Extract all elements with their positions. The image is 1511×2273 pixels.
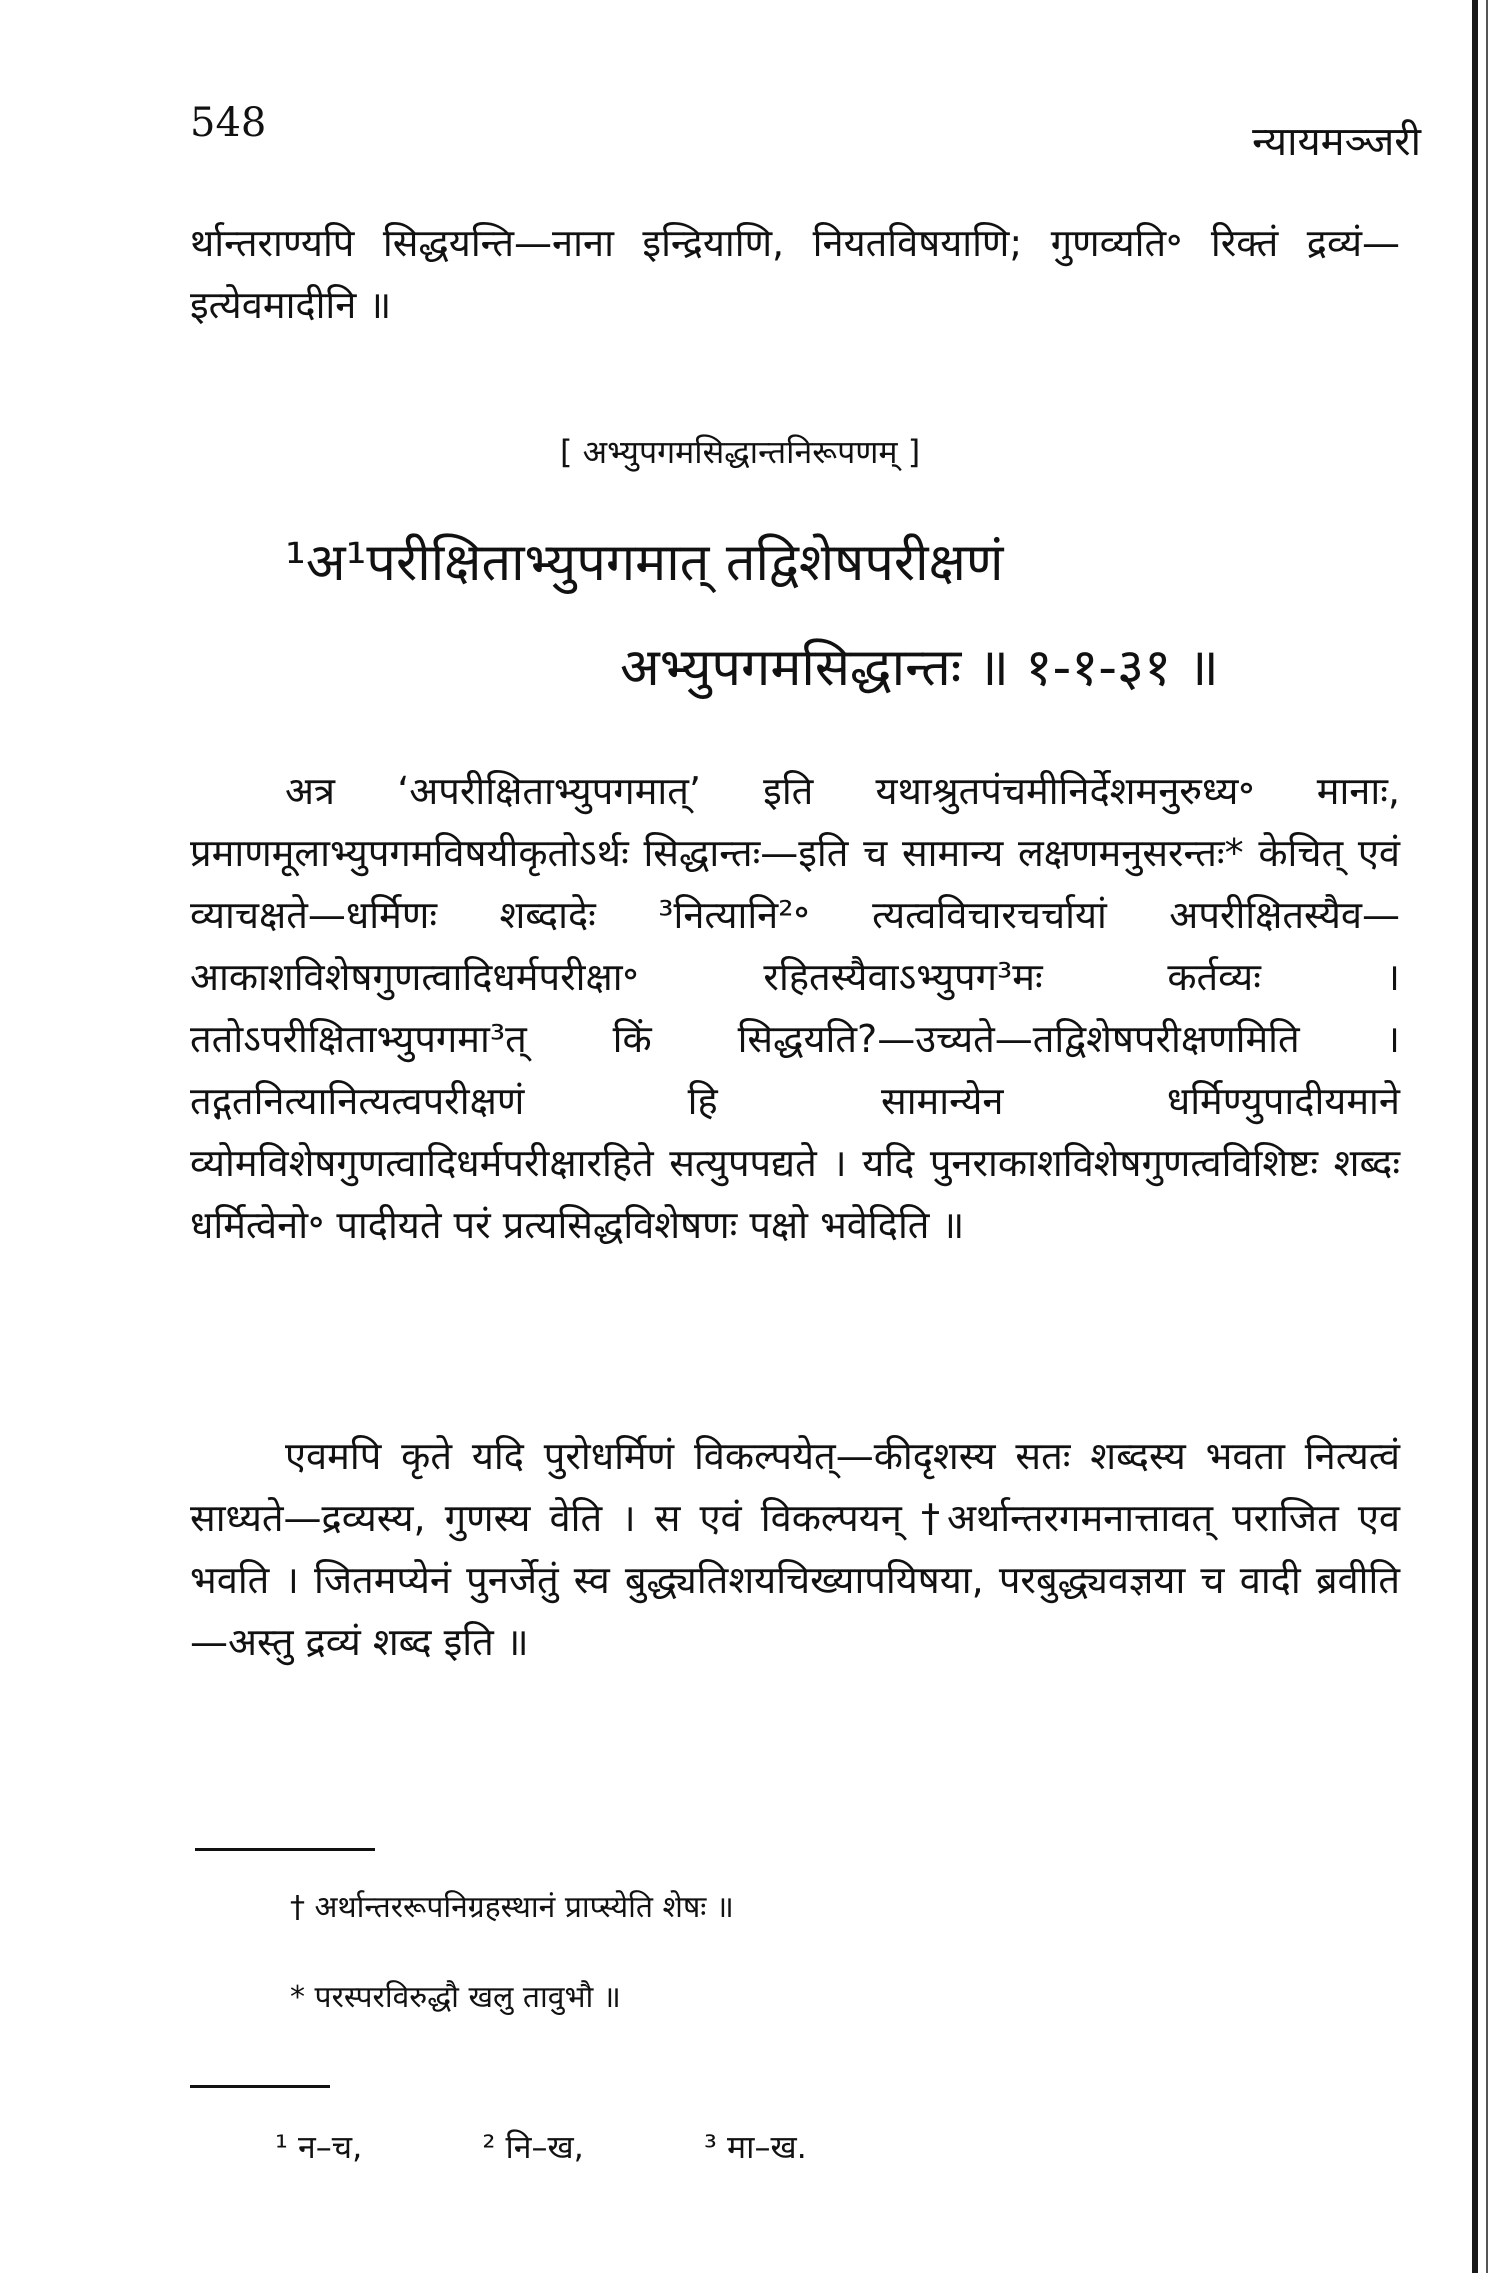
page-header <box>190 100 1421 170</box>
sutra-line-2: अभ्युपगमसिद्धान्तः ॥ १-१-३१ ॥ <box>620 638 1219 698</box>
variant-rule <box>190 2085 330 2088</box>
paragraph-3: एवमपि कृते यदि पुरोधर्मिणं विकल्पयेत्—कीदृशस्य सतः शब्दस्य भवता नित्यत्वं साध्यते—द्रव्यस्य, गुणस्य वेति । स एवं विकल्पयन् †अर्थान्तरगमनात्तावत् पराजित एव भवति । जितमप्येनं पुनर्जेतुं स्व बुद्ध्यतिशयचिख्यापयिषया, परबुद्ध्यवज्ञया च वादी ब्रवीति—अस्तु द्रव्यं शब्द इति ॥ <box>190 1434 1400 1664</box>
sutra-line-1: ¹अ¹परीक्षिताभ्युपगमात् तद्विशेषपरीक्षणं <box>285 533 1004 593</box>
variant-1: ¹ न–च, <box>275 2128 363 2166</box>
variant-3: ³ मा–ख. <box>704 2128 807 2166</box>
running-title: न्यायमञ्जरी <box>1252 119 1421 165</box>
paragraph-1: र्थान्तराण्यपि सिद्धयन्ति—नाना इन्द्रियाणि, नियतविषयाणि; गुणव्यति॰ रिक्तं द्रव्यं—इत्येवमादीनि ॥ <box>190 221 1400 327</box>
variant-readings <box>275 2125 917 2168</box>
footnote-rule <box>195 1848 375 1851</box>
footnote-1: † अर्थान्तररूपनिग्रहस्थानं प्राप्स्येति शेषः ॥ <box>290 1890 734 1925</box>
page-edge-line <box>1486 0 1488 2273</box>
footnote-2: * परस्परविरुद्धौ खलु तावुभौ ॥ <box>290 1980 621 2015</box>
section-heading: [ अभ्युपगमसिद्धान्तनिरूपणम् ] <box>560 433 921 471</box>
paragraph-2: अत्र ‘अपरीक्षिताभ्युपगमात्’ इति यथाश्रुतपंचमीनिर्देशमनुरुध्य॰ मानाः, प्रमाणमूलाभ्युपगमविषयीकृतोऽर्थः सिद्धान्तः—इति च सामान्य लक्षणमनुसरन्तः* केचित् एवं व्याचक्षते—धर्मिणः शब्दादेः ³नित्यानि²॰ त्यत्वविचारचर्चायां अपरीक्षितस्यैव—आकाशविशेषगुणत्वादिधर्मपरीक्षा॰ रहितस्यैवाऽभ्युपग³मः कर्तव्यः । ततोऽपरीक्षिताभ्युपगमा³त् किं सिद्धयति?—उच्यते—तद्विशेषपरीक्षणमिति । तद्गतनित्यानित्यत्वपरीक्षणं हि सामान्येन धर्मिण्युपादीयमाने व्योमविशेषगुणत्वादिधर्मपरीक्षारहिते सत्युपपद्यते । यदि पुनराकाशविशेषगुणत्वविशिष्टः शब्दः धर्मित्वेनो॰ पादीयते परं प्रत्यसिद्धविशेषणः पक्षो भवेदिति ॥ <box>190 769 1400 1247</box>
page-edge-shadow <box>1472 0 1478 2273</box>
page-number: 548 <box>190 100 267 146</box>
variant-2: ² नि–ख, <box>482 2128 584 2166</box>
